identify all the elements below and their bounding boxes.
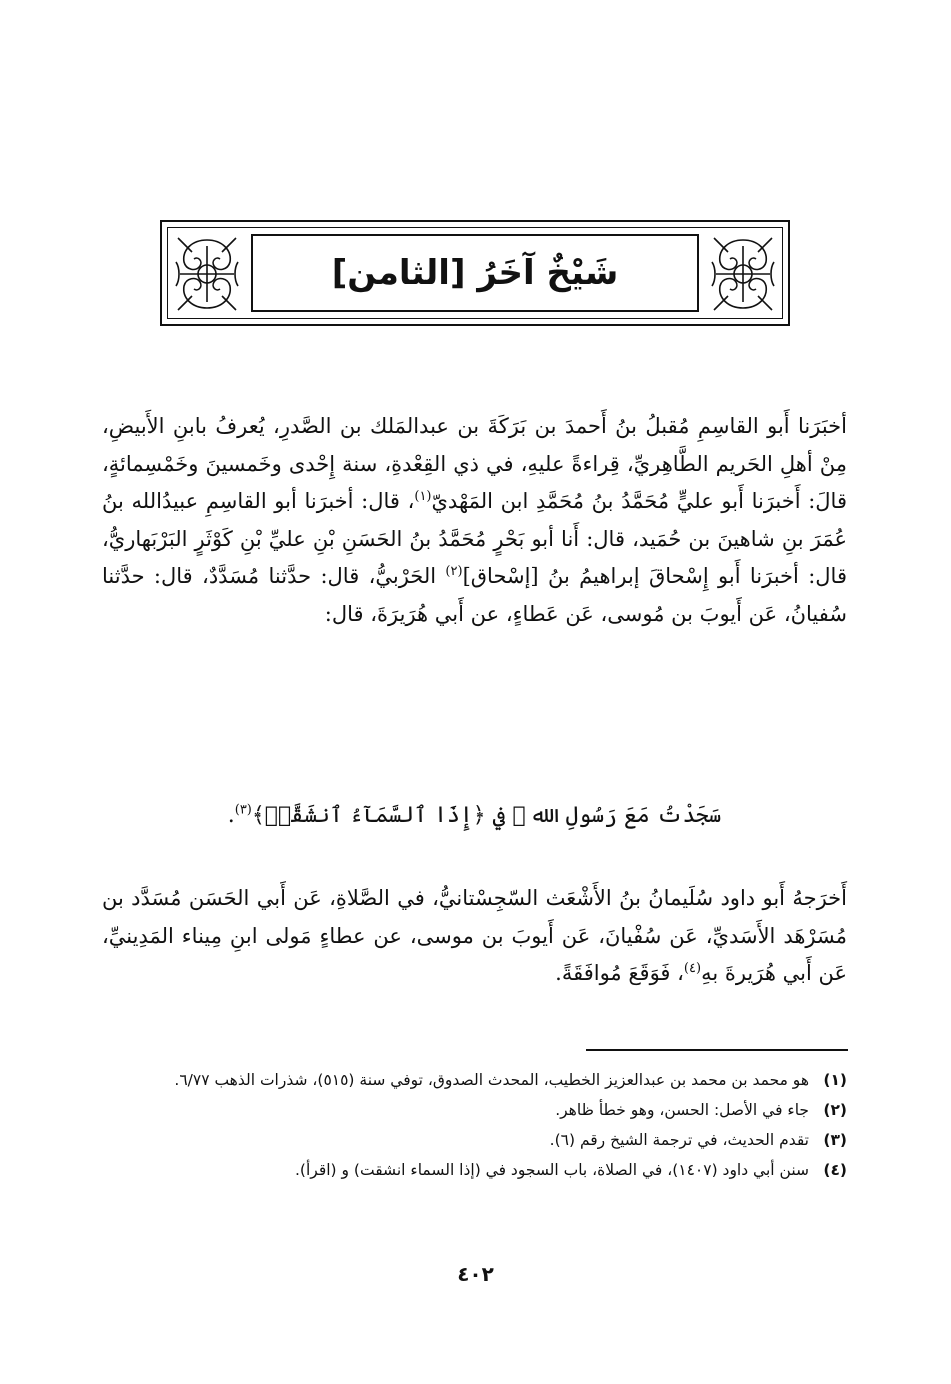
footnote-number: (١)	[823, 1071, 847, 1089]
footnote-ref-2[interactable]: (٢)	[445, 564, 463, 580]
isnad-text-continued: ، قال: أخبرَنا أبو القاسِمِ عبيدُالله بنُ عُمَرَ بنِ شاهينَ بن حُمَيد، قال: أَنا أبو بَحْرٍ مُحَمَّدُ بنُ الحَسَنِ بْنِ عليِّ بْنِ كَوْثَرٍ البَرْبَهاريُّ، قال: أخبرَنا أَبو إِسْحاقَ إبراهيمُ بنُ [إسْحاق]	[102, 489, 847, 589]
footnote-item	[102, 1156, 847, 1184]
footnote-number: (٢)	[823, 1101, 847, 1119]
footnote-item	[102, 1096, 847, 1124]
title-box	[251, 234, 699, 312]
footnote-ref-1[interactable]: (١)	[414, 489, 432, 505]
footnotes	[102, 1066, 847, 1186]
isnad-text-end: الحَرْبيُّ، قال: حدَّثنا مُسَدَّدٌ، قال: حدَّثنا سُفيانُ، عَن أَيوبَ بن مُوسى، عَن عَطاءٍ، عن أَبي هُرَيرَةَ، قال:	[102, 564, 847, 626]
footnote-ref-4[interactable]: (٤)	[683, 961, 702, 977]
chapter-title: شَيْخٌ آخَرُ [الثامن]	[331, 253, 619, 293]
footnote-text: تقدم الحديث، في ترجمة الشيخ رقم (٦).	[549, 1131, 809, 1149]
footnote-ref-3[interactable]: (٣)	[234, 802, 252, 818]
footnote-item	[102, 1066, 847, 1094]
footnote-divider	[586, 1049, 848, 1051]
title-frame-inner	[167, 227, 783, 319]
isnad-paragraph	[102, 408, 847, 634]
hadith-text	[102, 796, 847, 836]
footnote-number: (٣)	[823, 1131, 847, 1149]
footnote-text: سنن أبي داود (١٤٠٧)، في الصلاة، باب السجود في (إذا السماء انشقت) و (اقرأ).	[295, 1161, 809, 1179]
floral-ornament-icon	[172, 232, 242, 316]
hadith-end-mark: .	[227, 803, 235, 828]
floral-ornament-icon	[708, 232, 778, 316]
footnote-text: جاء في الأصل: الحسن، وهو خطأ ظاهر.	[555, 1101, 809, 1119]
takhrij-paragraph	[102, 880, 847, 993]
footnote-number: (٤)	[823, 1161, 847, 1179]
isnad-text: أخبَرَنا أَبو القاسِمِ مُقبلُ بنُ أَحمدَ بن بَرَكَةَ بن عبدالمَلك بن الصَّدرِ، يُعرفُ بابنِ الأَبيضِ، مِنْ أهلِ الحَريم الطَّاهِريِّ، قِراءةً عليهِ، في ذي القِعْدةِ، سنة إِحْدى وخَمسينَ وخَمْسِمائةٍ، قالَ: أَخبرَنا أَبو عليٍّ مُحَمَّدُ بنُ مُحَمَّدِ ابن المَهْديّ	[102, 414, 847, 514]
footnote-text: هو محمد بن محمد بن عبدالعزيز الخطيب، المحدث الصدوق، توفي سنة (٥١٥)، شذرات الذهب ٦/٧٧.	[174, 1071, 809, 1089]
footnote-item	[102, 1126, 847, 1154]
hadith-matn: سَجَدْتُ مَعَ رَسُولِ الله ﷺ في ﴿إِذَا ٱلسَّمَآءُ ٱنشَقَّتۡ﴾	[251, 803, 722, 828]
takhrij-text: أَخرَجهُ أَبو داود سُلَيمانُ بنُ الأَشْعَث السّجِسْتانيُّ، في الصَّلاةِ، عَن أَبي الحَسَن مُسَدَّد بن مُسَرْهَد الأَسَديِّ، عَن سُفْيانَ، عَن أَيوبَ بن موسى، عن عطاءٍ مَولى ابنِ مِيناء المَدِينيِّ، عَن أَبي هُرَيرةَ بهِ	[102, 886, 847, 986]
page-number: ٤٠٢	[457, 1262, 494, 1286]
title-frame	[160, 220, 790, 326]
takhrij-text-end: ، فَوَقَعَ مُوافَقَةً.	[555, 961, 684, 986]
